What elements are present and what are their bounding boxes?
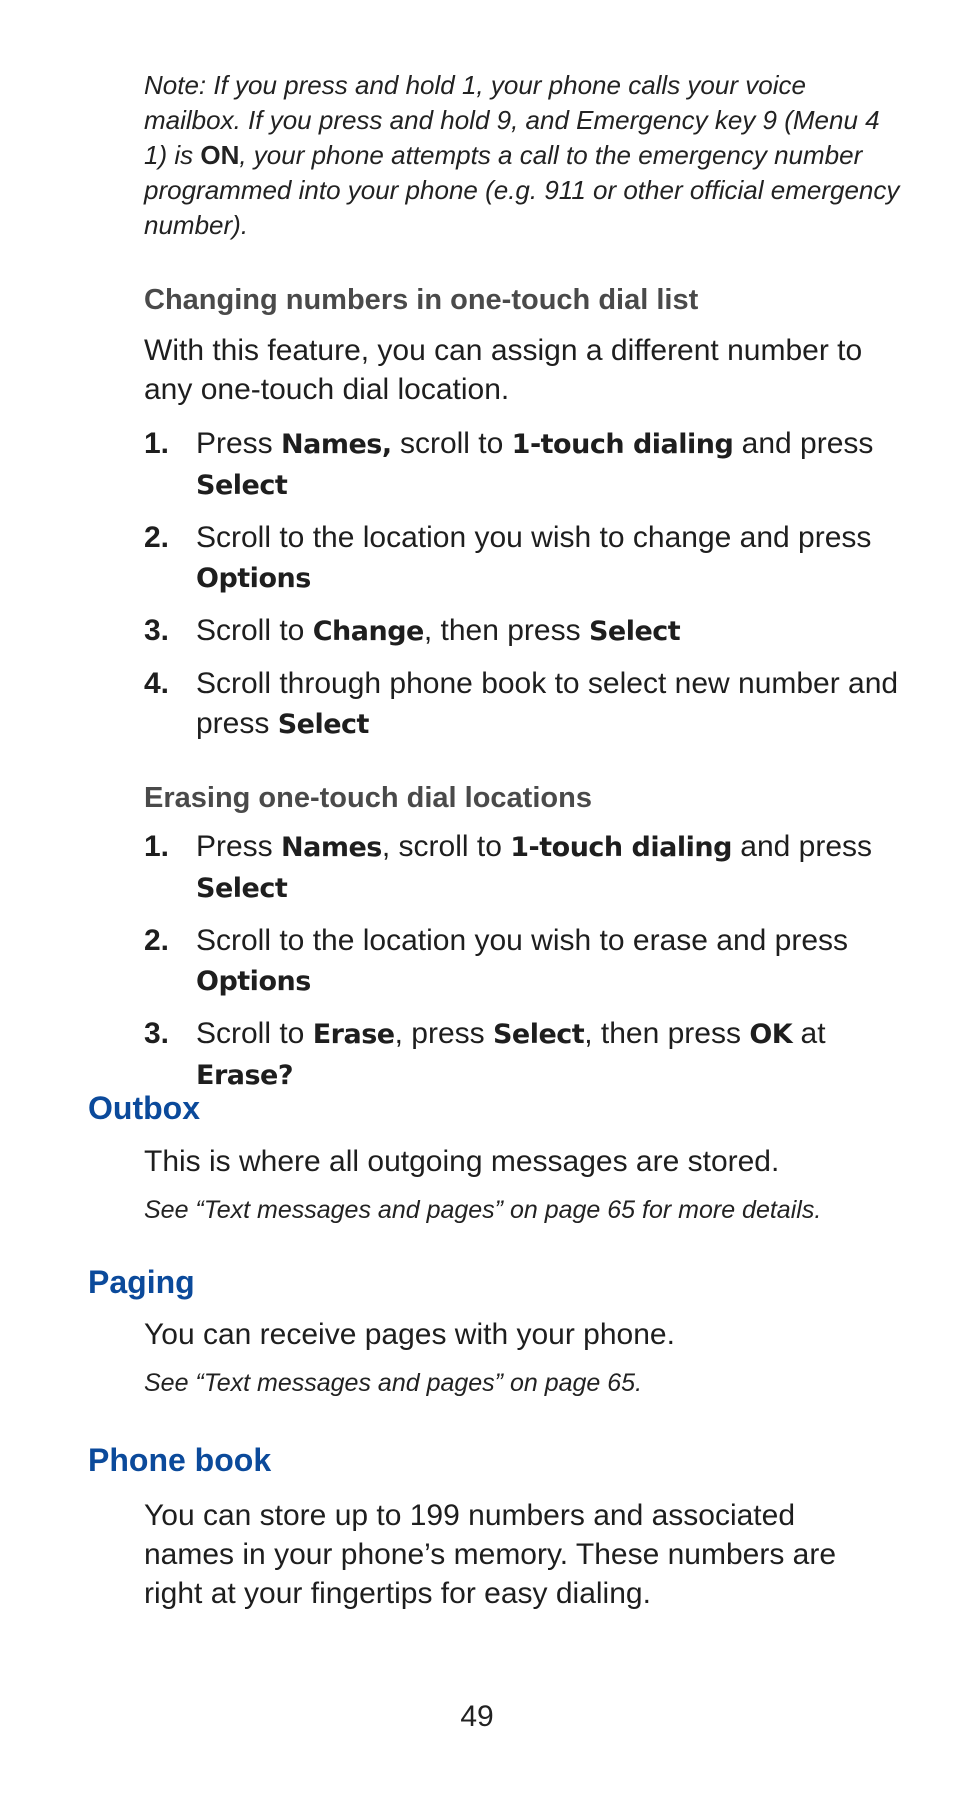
list-item: 2. Scroll to the location you wish to change and press Options: [144, 521, 872, 594]
phonebook-heading: Phone book: [88, 1442, 272, 1478]
changing-steps-list: [144, 424, 924, 757]
list-item: 3. Scroll to Erase, press Select, then press OK at Erase?: [144, 1017, 826, 1091]
list-item: 1. Press Names, scroll to 1-touch dialing and press Select: [144, 830, 873, 904]
list-item: 2. Scroll to the location you wish to erase and press Options: [144, 924, 849, 997]
paging-see-reference: See “Text messages and pages” on page 65.: [144, 1369, 643, 1397]
outbox-body: This is where all outgoing messages are stored.: [144, 1145, 780, 1178]
list-item: 1. Press Names, scroll to 1-touch dialing and press Select: [144, 427, 874, 501]
emergency-note: Note: If you press and hold 1, your phone calls your voice mailbox. If you press and hold 9, and Emergency key 9 (Menu 4 1) is ON, your phone attempts a call to the emergency number programmed into your phone (e.g. 911 or other official emergency number).: [144, 70, 900, 240]
page-number: 49: [460, 1700, 494, 1733]
phonebook-body: You can store up to 199 numbers and associated names in your phone’s memory. These numbers are right at your fingertips for easy dialing.: [144, 1499, 837, 1610]
changing-subheading: Changing numbers in one-touch dial list: [144, 284, 699, 316]
erasing-steps-list: [144, 827, 924, 1108]
outbox-heading: Outbox: [88, 1090, 200, 1126]
erasing-subheading: Erasing one-touch dial locations: [144, 782, 592, 814]
outbox-see-reference: See “Text messages and pages” on page 65 for more details.: [144, 1196, 822, 1224]
list-item: 4. Scroll through phone book to select new number and press Select: [144, 667, 899, 740]
note-on-keyword: ON: [200, 140, 240, 170]
paging-heading: Paging: [88, 1264, 195, 1300]
list-item: 3. Scroll to Change, then press Select: [144, 614, 681, 647]
changing-intro: With this feature, you can assign a different number to any one-touch dial location.: [144, 334, 863, 406]
paging-body: You can receive pages with your phone.: [144, 1318, 675, 1351]
